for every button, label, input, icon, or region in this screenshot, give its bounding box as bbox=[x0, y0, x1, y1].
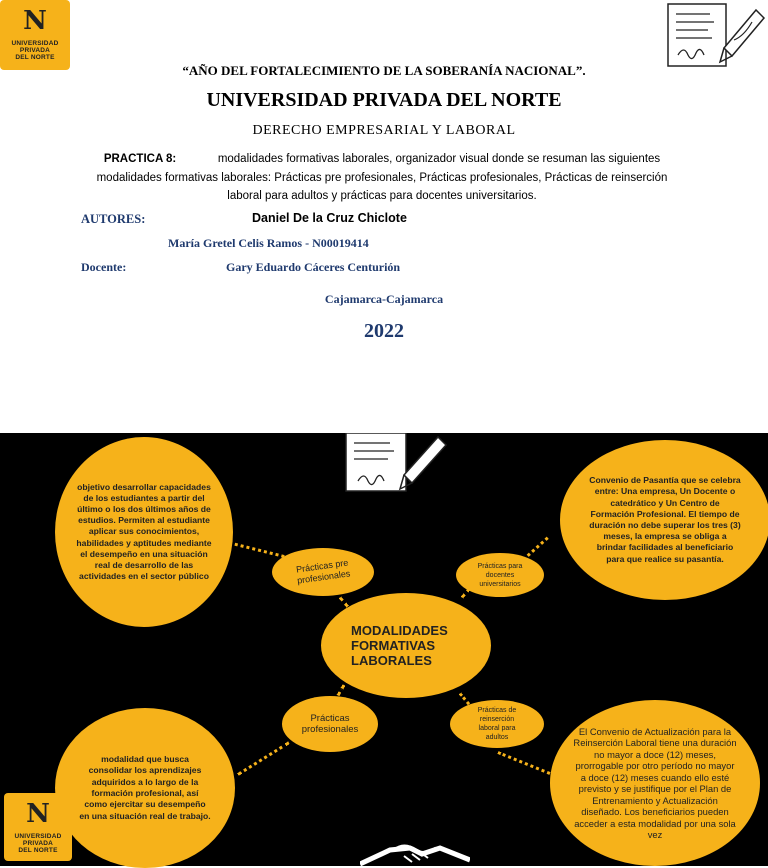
node-docentes: Prácticas para docentes universitarios bbox=[456, 553, 544, 597]
logo-text-2: PRIVADA bbox=[19, 47, 51, 54]
node-profesionales: Prácticas profesionales bbox=[282, 696, 378, 752]
handshake-icon bbox=[360, 834, 470, 866]
logo-text-1: UNIVERSIDAD bbox=[11, 40, 59, 47]
panel-signing-icon bbox=[342, 433, 452, 495]
course-title: DERECHO EMPRESARIAL Y LABORAL bbox=[252, 123, 516, 138]
node-pre-profesionales: Prácticas pre profesionales bbox=[272, 548, 374, 596]
university-logo bbox=[0, 0, 70, 70]
desc-reinsercion: El Convenio de Actualización para la Reinserción Laboral tiene una duración no mayor a doce (12) meses, prorrogable por otro período no mayor a doce (12) meses cuando ello esté previsto y se justifique por el Plan de Entrenamiento y Actualización diseñado. Los beneficiarios pueden acceder a esta modalidad por una sola vez bbox=[550, 700, 760, 866]
logo-text-3: DEL NORTE bbox=[15, 54, 55, 61]
desc-docentes: Convenio de Pasantía que se celebra entre: Una empresa, Un Docente o catedrático y Un Centro de Formación Profesional. El tiempo de duración no debe superar los tres (3) meses, la empresa se obliga a brindar facilidades al beneficiario para que realice su pasantía. bbox=[560, 440, 768, 600]
author-2: María Gretel Celis Ramos - N00019414 bbox=[168, 236, 369, 250]
contract-signing-icon bbox=[664, 0, 768, 70]
year: 2022 bbox=[364, 320, 404, 342]
logo-text-bottom-1: UNIVERSIDAD bbox=[14, 833, 62, 840]
docente-label: Docente: bbox=[81, 260, 127, 274]
practica-text: modalidades formativas laborales, organizador visual donde se resuman las siguientes modalidades formativas laborales: Prácticas pre profesionales, Prácticas profesionales, Prácticas de reinserción laboral para adultos y prácticas para docentes universitarios. bbox=[96, 153, 668, 202]
logo-mark-bottom: N bbox=[26, 799, 50, 829]
university-name: UNIVERSIDAD PRIVADA DEL NORTE bbox=[206, 89, 562, 111]
docente-name: Gary Eduardo Cáceres Centurión bbox=[226, 260, 401, 274]
node-reinsercion: Prácticas de reinserción laboral para adultos bbox=[450, 700, 544, 748]
desc-pre-profesionales: objetivo desarrollar capacidades de los estudiantes a partir del último o los dos últimos años de estudios. Permiten al estudiante aplicar sus conocimientos, habilidades y aptitudes mediante el desempeño en una situación real de desarrollo de las actividades en el sector público bbox=[55, 437, 233, 627]
university-logo-bottom bbox=[4, 793, 72, 861]
practica-label: PRACTICA 8: bbox=[103, 153, 177, 165]
authors-label: AUTORES: bbox=[81, 212, 146, 226]
logo-text-bottom-3: DEL NORTE bbox=[18, 847, 58, 854]
node-center: MODALIDADES FORMATIVAS LABORALES bbox=[321, 593, 491, 698]
author-1: Daniel De la Cruz Chiclote bbox=[252, 211, 407, 225]
logo-mark: N bbox=[23, 6, 47, 36]
city: Cajamarca-Cajamarca bbox=[324, 292, 444, 306]
logo-text-bottom-2: PRIVADA bbox=[22, 840, 54, 847]
desc-profesionales: modalidad que busca consolidar los aprendizajes adquiridos a lo largo de la formación profesional, así como ejercitar su desempeño en una situación real de trabajo. bbox=[55, 708, 235, 868]
practica-description bbox=[82, 150, 682, 206]
motto: “AÑO DEL FORTALECIMIENTO DE LA SOBERANÍA NACIONAL”. bbox=[182, 63, 586, 78]
